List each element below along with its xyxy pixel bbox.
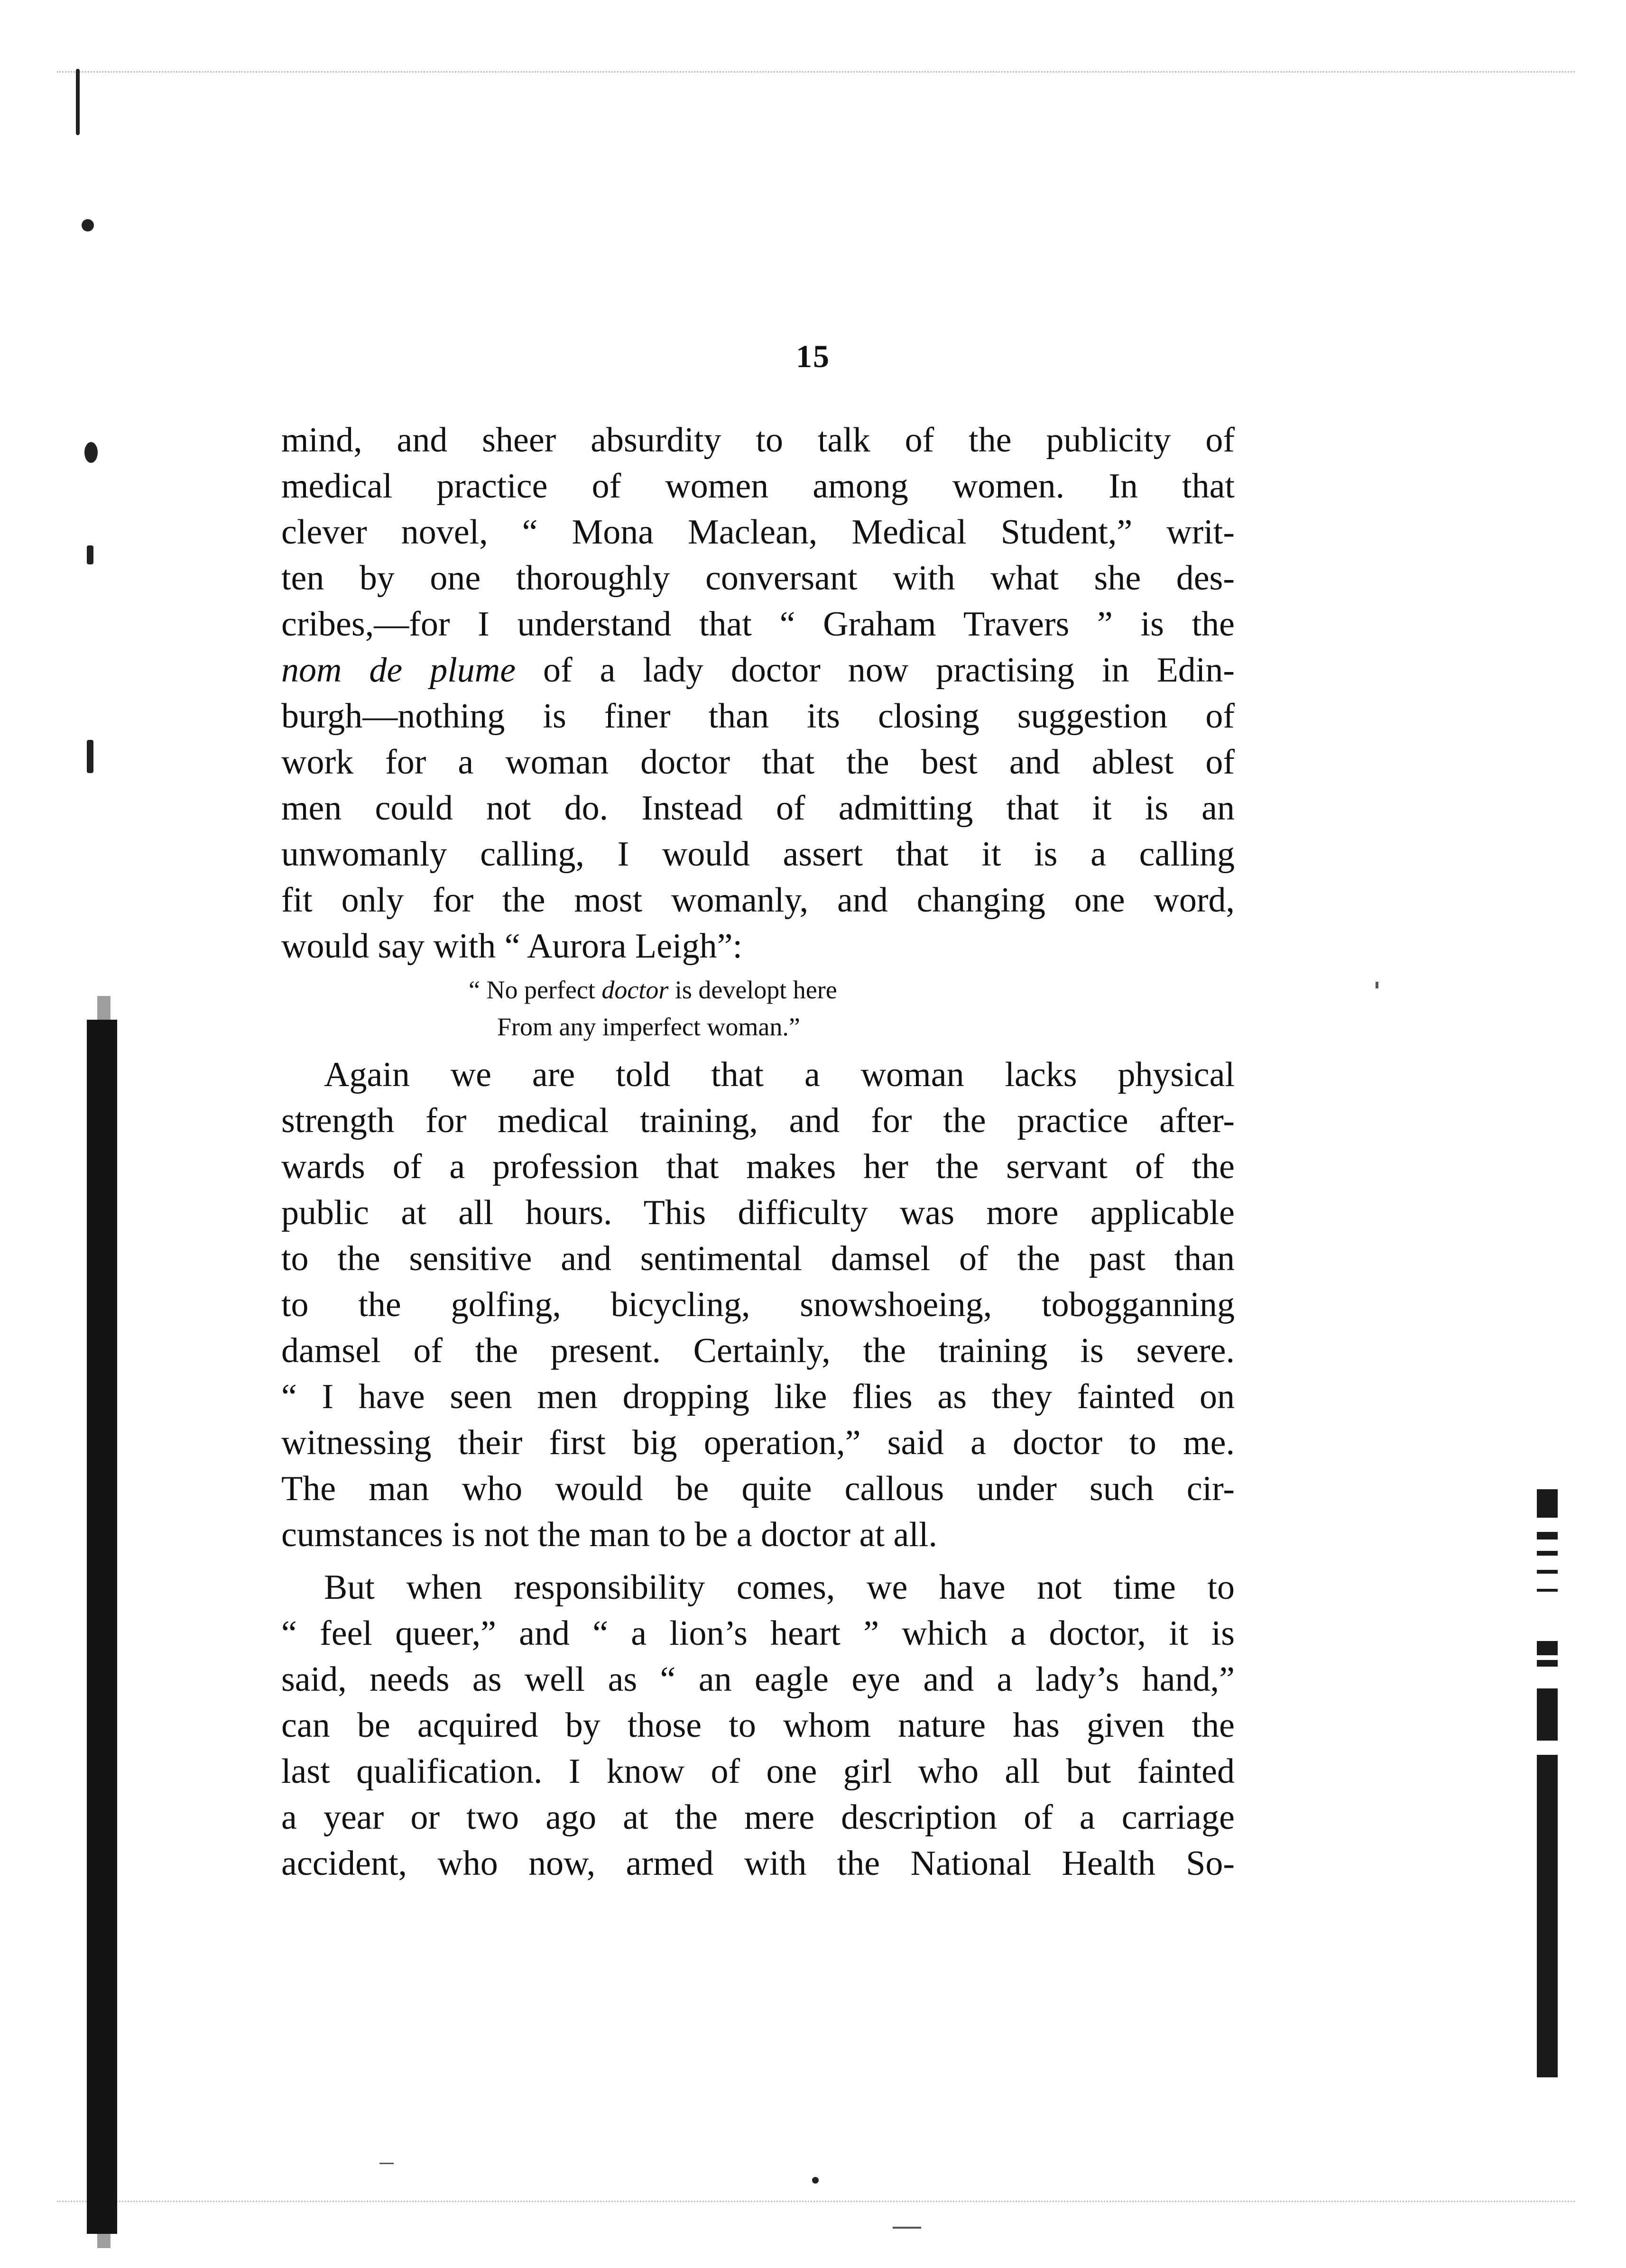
- quote-line: [281, 971, 1235, 1008]
- text-line: fit only for the most womanly, and changing one word,: [281, 881, 1235, 920]
- text-line: [281, 647, 1235, 693]
- strip-segment: [1537, 1755, 1558, 2077]
- scan-dot: [84, 442, 98, 463]
- strip-segment: [1537, 1660, 1558, 1667]
- text-line: “ I have seen men dropping like flies as they fainted on: [281, 1377, 1235, 1416]
- scan-speck: [1376, 982, 1378, 988]
- text-line: Again we are told that a woman lacks physical: [324, 1055, 1235, 1094]
- strip-segment: [1537, 1570, 1558, 1574]
- strip-segment: [1537, 1489, 1558, 1518]
- text-line: “ feel queer,” and “ a lion’s heart ” which a doctor, it is: [281, 1614, 1235, 1653]
- strip-segment: [1537, 1551, 1558, 1556]
- text-line: to the sensitive and sentimental damsel of the past than: [281, 1239, 1235, 1278]
- text-line: The man who would be quite callous under such cir-: [281, 1469, 1235, 1508]
- scan-dot: [812, 2177, 819, 2184]
- text-line: public at all hours. This difficulty was more applicable: [281, 1193, 1235, 1232]
- text-line: clever novel, “ Mona Maclean, Medical Student,” writ-: [281, 513, 1235, 552]
- text-line: damsel of the present. Certainly, the training is severe.: [281, 1331, 1235, 1370]
- text-line: mind, and sheer absurdity to talk of the publicity of: [281, 421, 1235, 460]
- text-run: of a lady doctor now practising in Edin-: [516, 651, 1235, 690]
- scan-mark: [76, 69, 80, 135]
- text-line: burgh—nothing is finer than its closing suggestion of: [281, 697, 1235, 736]
- page-number: 15: [796, 338, 830, 374]
- binding-edge: [87, 1020, 117, 2234]
- body-text: [281, 417, 1235, 1887]
- text-run: is developt here: [668, 976, 837, 1004]
- strip-segment: [1537, 1641, 1558, 1655]
- text-line: unwomanly calling, I would assert that it is a calling: [281, 835, 1235, 874]
- text-line: work for a woman doctor that the best and ablest of: [281, 743, 1235, 782]
- text-line: said, needs as well as “ an eagle eye and a lady’s hand,”: [281, 1660, 1235, 1699]
- text-line: witnessing their first big operation,” said a doctor to me.: [281, 1423, 1235, 1462]
- text-line: a year or two ago at the mere description of a carriage: [281, 1798, 1235, 1837]
- italic-phrase: nom de plume: [281, 651, 516, 690]
- strip-segment: [1537, 1688, 1558, 1741]
- text-line: last qualification. I know of one girl who all but fainted: [281, 1752, 1235, 1791]
- text-run: “ No perfect: [469, 976, 602, 1004]
- text-line: would say with “ Aurora Leigh”:: [281, 927, 743, 966]
- scan-edge-bottom: [57, 2201, 1575, 2203]
- text-line: accident, who now, armed with the National Health So-: [281, 1844, 1235, 1883]
- strip-segment: [1537, 1532, 1558, 1540]
- text-line: cumstances is not the man to be a doctor at all.: [281, 1515, 937, 1554]
- text-line: But when responsibility comes, we have not time to: [324, 1568, 1235, 1607]
- quote-line: From any imperfect woman.”: [497, 1013, 800, 1041]
- scan-speck: [379, 2163, 394, 2164]
- scan-edge-top: [57, 71, 1575, 74]
- text-line: to the golfing, bicycling, snowshoeing, tobogganning: [281, 1285, 1235, 1324]
- scan-speck: [893, 2227, 921, 2229]
- color-calibration-strip: [1537, 1489, 1558, 2077]
- text-line: strength for medical training, and for the practice after-: [281, 1101, 1235, 1140]
- text-line: ten by one thoroughly conversant with what she des-: [281, 559, 1235, 598]
- scan-dot: [82, 219, 94, 231]
- text-line: cribes,—for I understand that “ Graham Travers ” is the: [281, 605, 1235, 644]
- scan-mark: [87, 545, 93, 564]
- strip-segment: [1537, 1589, 1558, 1592]
- italic-phrase: doctor: [601, 976, 669, 1004]
- text-line: medical practice of women among women. In that: [281, 467, 1235, 506]
- text-line: wards of a profession that makes her the servant of the: [281, 1147, 1235, 1186]
- text-line: men could not do. Instead of admitting that it is an: [281, 789, 1235, 828]
- text-line: can be acquired by those to whom nature has given the: [281, 1706, 1235, 1745]
- scan-mark: [87, 740, 93, 773]
